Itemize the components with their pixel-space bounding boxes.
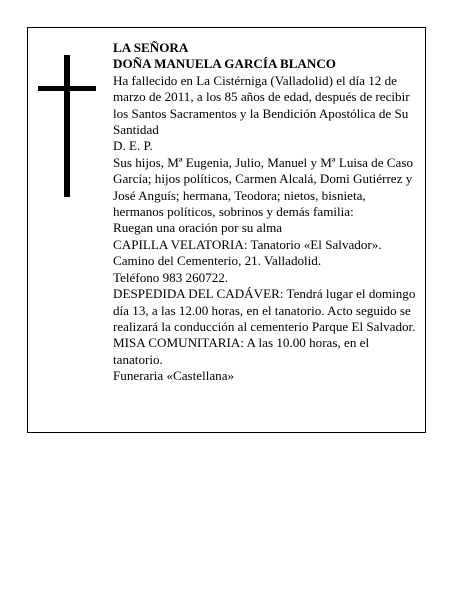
mass-info: MISA COMUNITARIA: A las 10.00 horas, en el tanatorio. [113,335,370,367]
deceased-name: DOÑA MANUELA GARCÍA BLANCO [113,56,336,72]
death-info: Ha fallecido en La Cistérniga (Valladolid) el día 12 de marzo de 2011, a los 85 años de edad, después de recibir los Santos Sacramentos y la Bendición Apostólica de Su Santidad [113,72,410,138]
cross-vertical-bar [64,55,70,197]
funeral-home: Funeraria «Castellana» [113,368,235,384]
latin-cross-icon [38,55,96,197]
chapel-phone: Teléfono 983 260722. [113,269,229,285]
farewell-info: DESPEDIDA DEL CADÁVER: Tendrá lugar el domingo día 13, a las 12.00 horas, en el tanatorio. Acto seguido se realizará la conducción al cementerio Parque El Salvador. [113,286,416,334]
dep-line: D. E. P. [113,138,153,154]
family-list: Sus hijos, Mª Eugenia, Julio, Manuel y Mª Luisa de Caso García; hijos políticos, Carmen Alcalá, Domi Gutiérrez y José Anguís; hermana, Teodora; nietos, bisnieta, hermanos políticos, sobrinos y demás familia: [113,154,413,220]
prayer-request: Ruegan una oración por su alma [113,220,283,236]
notice-title: LA SEÑORA [113,40,189,55]
cross-horizontal-bar [38,86,96,91]
chapel-info: CAPILLA VELATORIA: Tanatorio «El Salvador». [113,236,382,252]
obituary-text [113,40,419,385]
chapel-address: Camino del Cementerio, 21. Valladolid. [113,253,322,269]
